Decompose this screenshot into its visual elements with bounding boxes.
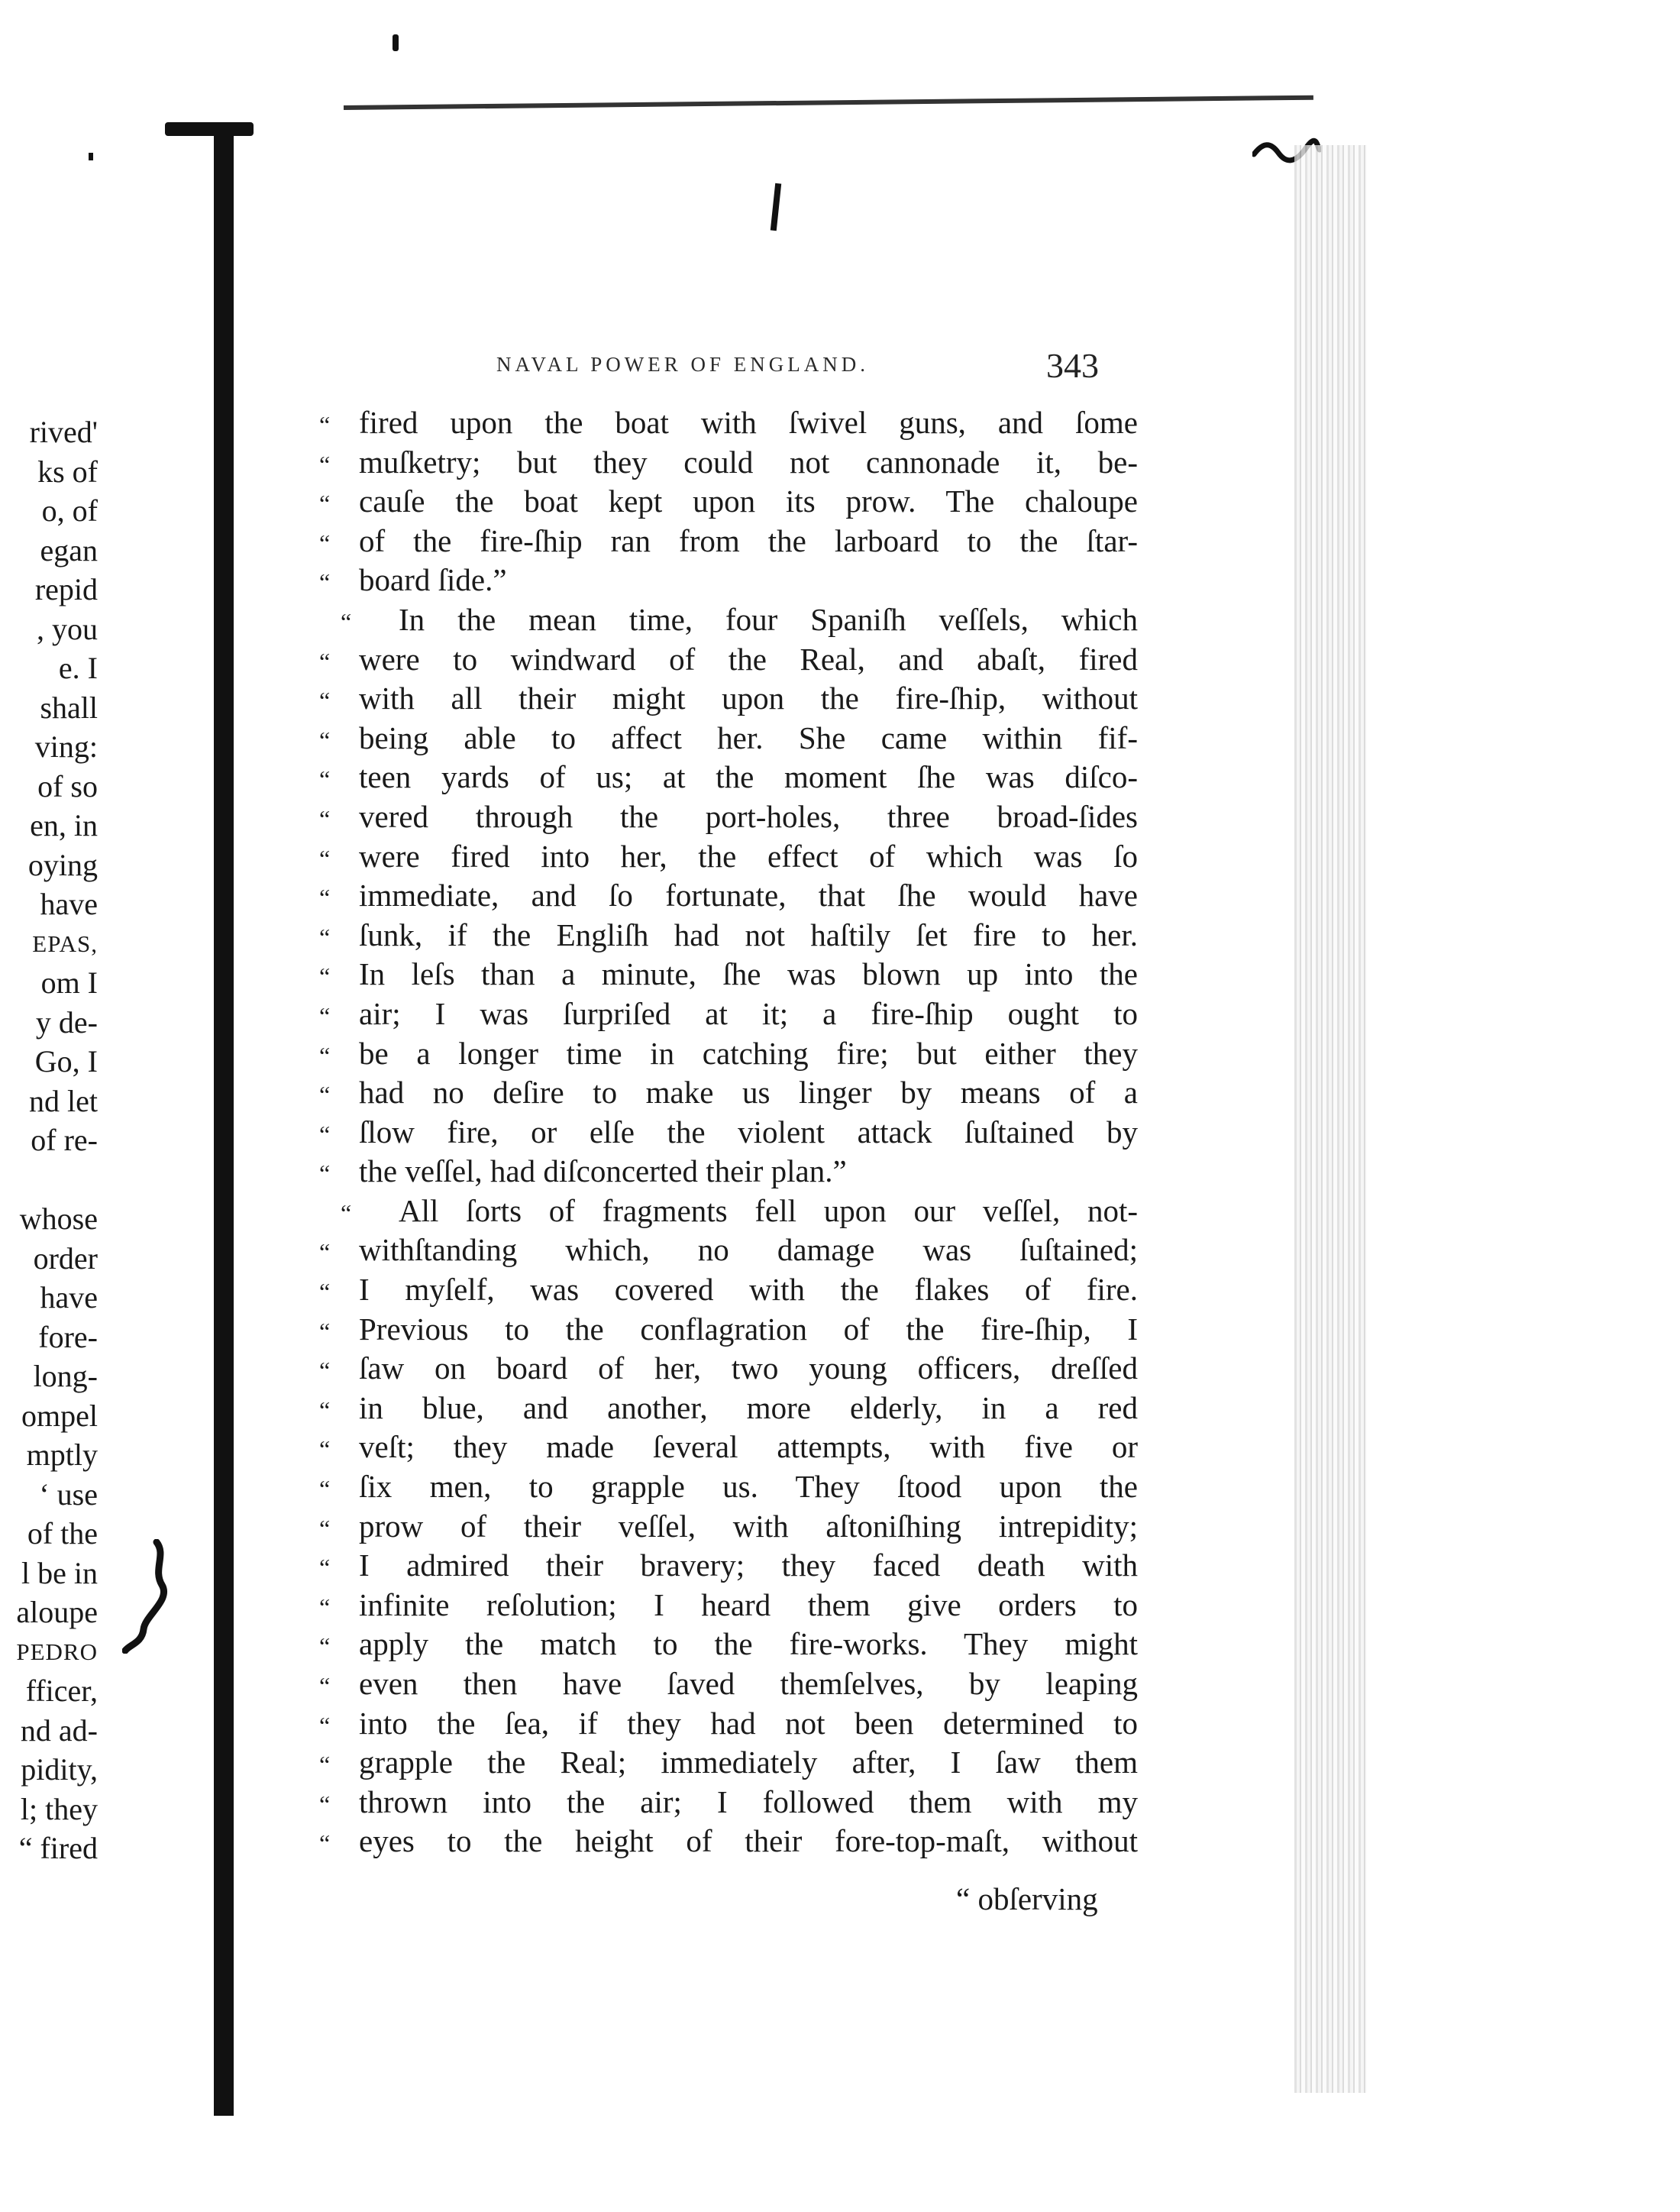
quote-mark: “ (319, 962, 331, 991)
text-line (319, 955, 1138, 994)
text-line (319, 1152, 1138, 1192)
line-text: eyes to the height of their fore-top-maſt, without (359, 1823, 1138, 1859)
text-line (319, 876, 1138, 916)
left-fragment-line: egan (40, 532, 98, 568)
left-fragment-line: l; they (20, 1791, 98, 1826)
quote-mark: “ (319, 647, 331, 675)
quote-mark: “ (319, 568, 331, 597)
left-fragment-line: ompel (21, 1398, 98, 1433)
line-text: Previous to the conflagration of the fire-ſhip, I (359, 1311, 1138, 1347)
line-text: were fired into her, the effect of which was ſo (359, 838, 1138, 874)
quote-mark: “ (319, 844, 331, 872)
quote-mark: “ (319, 1435, 331, 1463)
quote-mark: “ (319, 490, 331, 518)
text-line (319, 837, 1138, 877)
left-fragment-line: , you (37, 611, 98, 646)
text-line (319, 679, 1138, 719)
text-line (319, 797, 1138, 837)
text-line (319, 1349, 1138, 1389)
left-page-fragment (0, 412, 107, 1868)
quote-mark: “ (319, 1475, 331, 1503)
quote-mark: “ (319, 1395, 331, 1424)
quote-mark: “ (319, 1041, 331, 1069)
line-text: air; I was ſurpriſed at it; a fire-ſhip ought to (359, 995, 1138, 1031)
left-fragment-line: fficer, (25, 1674, 98, 1708)
quote-mark: “ (341, 607, 352, 635)
quote-mark: “ (319, 687, 331, 715)
left-fragment-line: shall (40, 690, 98, 725)
text-line (319, 1428, 1138, 1467)
quote-mark: “ (319, 1357, 331, 1385)
line-text: of the fire-ſhip ran from the larboard to the ſtar- (359, 522, 1138, 558)
handwritten-stroke-mark (771, 183, 781, 231)
left-fragment-line (0, 1160, 107, 1200)
text-line (319, 640, 1138, 680)
quote-mark: “ (319, 1672, 331, 1699)
left-fragment-line: of re- (31, 1123, 98, 1157)
line-text: teen yards of us; at the moment ſhe was diſco- (359, 759, 1138, 795)
left-fragment-line: have (40, 1280, 98, 1315)
quote-mark: “ (319, 1790, 331, 1818)
line-text: withſtanding which, no damage was ſuſtained; (359, 1232, 1138, 1268)
line-text: cauſe the boat kept upon its prow. The chaloupe (359, 483, 1138, 519)
body-text (319, 403, 1138, 1861)
line-text: I myſelf, was covered with the flakes of fire. (359, 1272, 1138, 1308)
page-edge-shadow (1294, 145, 1367, 2093)
quote-mark: “ (319, 1751, 331, 1779)
ink-blot-icon (122, 1539, 176, 1654)
quote-mark: “ (319, 923, 331, 951)
text-line (319, 1073, 1138, 1113)
left-fragment-line: pidity, (21, 1752, 98, 1787)
left-fragment-line: long- (33, 1359, 98, 1393)
quote-mark: “ (319, 1514, 331, 1542)
left-fragment-line: en, in (30, 808, 98, 842)
text-line (319, 600, 1138, 640)
line-text: being able to affect her. She came within fif- (359, 720, 1138, 755)
catchword: “ obſerving (956, 1881, 1098, 1916)
text-line (319, 1664, 1138, 1704)
quote-mark: “ (319, 1829, 331, 1858)
text-line (319, 1192, 1138, 1231)
quote-mark: “ (319, 1238, 331, 1266)
quote-mark: “ (319, 529, 331, 557)
text-line (319, 1586, 1138, 1625)
quote-mark: “ (319, 1554, 331, 1582)
text-line (319, 1034, 1138, 1074)
running-head: NAVAL POWER OF ENGLAND. (496, 353, 870, 376)
text-line (319, 1546, 1138, 1586)
left-fragment-line: oying (27, 847, 98, 882)
line-text: All ſorts of fragments fell upon our veſſel, not- (399, 1192, 1138, 1228)
line-text: fired upon the boat with ſwivel guns, and ſome (359, 405, 1138, 440)
line-text: vered through the port-holes, three broad-ſides (359, 798, 1138, 834)
quote-mark: “ (319, 726, 331, 754)
left-fragment-line: fore- (38, 1319, 98, 1354)
text-line (319, 1389, 1138, 1428)
line-text: immediate, and ſo fortunate, that ſhe would have (359, 878, 1138, 914)
left-fragment-line: ving: (34, 729, 98, 764)
line-text: were to windward of the Real, and abaſt, fired (359, 641, 1138, 677)
text-line (319, 443, 1138, 483)
stray-ink-dot (89, 153, 93, 160)
quote-mark: “ (319, 765, 331, 794)
quote-mark: “ (319, 1159, 331, 1188)
quote-mark: “ (319, 884, 331, 912)
page-top-rule (344, 95, 1313, 110)
text-line (319, 403, 1138, 443)
line-text: ſunk, if the Engliſh had not haſtily ſet fire to her. (359, 917, 1138, 952)
line-text: in blue, and another, more elderly, in a red (359, 1389, 1138, 1425)
quote-mark: “ (319, 1593, 331, 1621)
line-text: with all their might upon the fire-ſhip, without (359, 681, 1138, 716)
left-fragment-line: nd let (29, 1083, 98, 1118)
quote-mark: “ (319, 1711, 331, 1739)
text-line (319, 994, 1138, 1034)
text-line (319, 522, 1138, 561)
left-fragment-line: aloupe (16, 1595, 98, 1629)
text-line (319, 1310, 1138, 1350)
quote-mark: “ (319, 1081, 331, 1109)
quote-mark: “ (319, 804, 331, 833)
quote-mark: “ (319, 1317, 331, 1345)
text-line (319, 1743, 1138, 1783)
left-fragment-line: order (33, 1240, 98, 1276)
line-text: ſaw on board of her, two young officers, dreſſed (359, 1350, 1138, 1386)
quote-mark: “ (319, 1120, 331, 1148)
line-text: into the ſea, if they had not been determined to (359, 1705, 1138, 1741)
line-text: be a longer time in catching fire; but either they (359, 1035, 1138, 1071)
text-line (319, 1783, 1138, 1822)
left-fragment-line: PEDRO (16, 1638, 98, 1665)
left-fragment-line: l be in (21, 1555, 98, 1590)
left-fragment-line: nd ad- (20, 1712, 98, 1748)
line-text: the veſſel, had diſconcerted their plan.” (359, 1153, 847, 1189)
text-line (319, 719, 1138, 758)
quote-mark: “ (319, 1632, 331, 1661)
left-fragment-line: o, of (41, 493, 98, 528)
text-line (319, 561, 1138, 600)
left-fragment-line: e. I (58, 651, 98, 685)
line-text: had no deſire to make us linger by means of a (359, 1075, 1138, 1111)
line-text: prow of their veſſel, with aſtoniſhing intrepidity; (359, 1508, 1138, 1544)
text-line (319, 1822, 1138, 1861)
left-fragment-line: whose (19, 1201, 98, 1236)
quote-mark: “ (319, 450, 331, 478)
line-text: ſix men, to grapple us. They ſtood upon the (359, 1469, 1138, 1505)
line-text: board ſide.” (359, 562, 507, 598)
line-text: I admired their bravery; they faced death with (359, 1547, 1138, 1583)
line-text: apply the match to the fire-works. They might (359, 1626, 1138, 1662)
left-fragment-line: of the (27, 1516, 98, 1551)
line-text: veſt; they made ſeveral attempts, with five or (359, 1429, 1138, 1465)
line-text: ſlow fire, or elſe the violent attack ſuſtained by (359, 1114, 1138, 1150)
text-line (319, 1231, 1138, 1270)
line-text: thrown into the air; I followed them with my (359, 1784, 1138, 1819)
left-fragment-line: “ fired (18, 1831, 98, 1865)
text-line (319, 916, 1138, 956)
text-line (319, 758, 1138, 797)
left-fragment-line: repid (34, 572, 98, 606)
left-fragment-line: y de- (35, 1004, 98, 1040)
text-line (319, 1467, 1138, 1507)
left-fragment-line: ks of (37, 454, 98, 489)
quote-mark: “ (319, 411, 331, 438)
text-line (319, 482, 1138, 522)
binding-gutter (214, 130, 234, 2116)
left-fragment-line: EPAS, (32, 930, 98, 957)
binding-gutter-cap (165, 122, 254, 136)
line-text: grapple the Real; immediately after, I ſaw them (359, 1745, 1138, 1780)
left-fragment-line: mptly (26, 1437, 98, 1472)
left-fragment-line: Go, I (34, 1044, 98, 1079)
text-line (319, 1270, 1138, 1310)
left-fragment-line: om I (40, 965, 98, 1000)
quote-mark: “ (319, 1001, 331, 1030)
left-fragment-line: have (40, 887, 98, 921)
quote-mark: “ (319, 1278, 331, 1306)
left-fragment-line: ‘ use (39, 1476, 98, 1512)
stray-ink-mark (393, 34, 399, 51)
text-line (319, 1113, 1138, 1153)
line-text: In the mean time, four Spaniſh veſſels, which (399, 601, 1138, 637)
line-text: muſketry; but they could not cannonade it, be- (359, 444, 1138, 480)
text-line (319, 1704, 1138, 1744)
text-line (319, 1507, 1138, 1547)
page-number: 343 (1046, 346, 1099, 385)
text-line (319, 1625, 1138, 1664)
line-text: In leſs than a minute, ſhe was blown up into the (359, 956, 1138, 992)
line-text: infinite reſolution; I heard them give orders to (359, 1586, 1138, 1622)
left-fragment-line: of so (37, 768, 98, 804)
left-fragment-line: rived' (29, 415, 98, 449)
line-text: even then have ſaved themſelves, by leaping (359, 1666, 1138, 1701)
quote-mark: “ (341, 1198, 352, 1227)
